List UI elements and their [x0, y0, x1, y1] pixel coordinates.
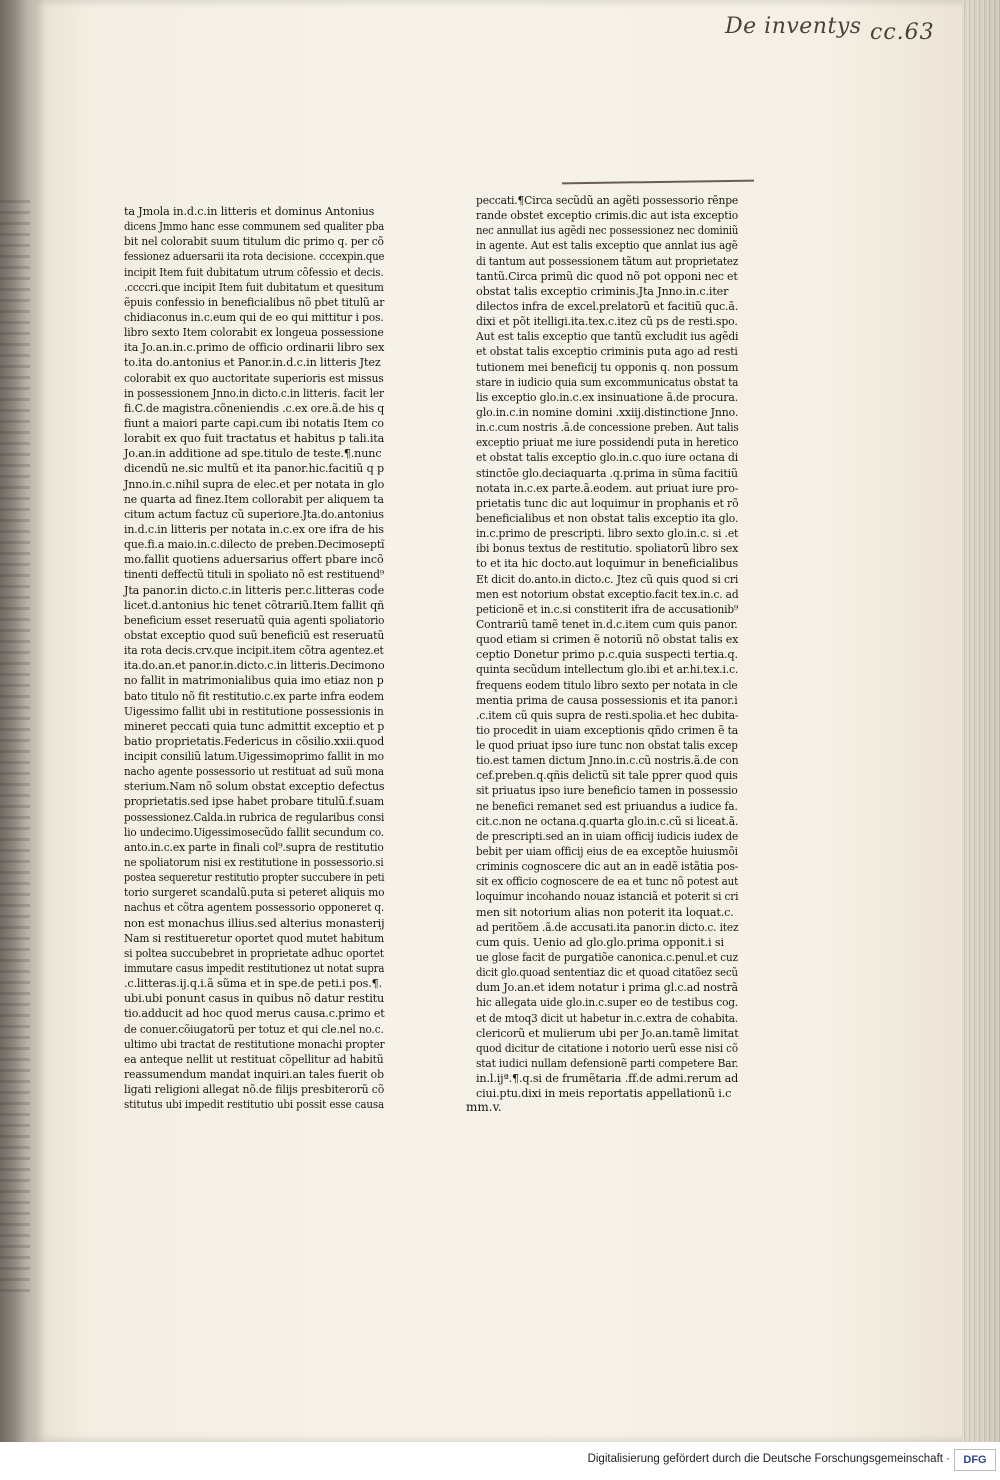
text-line: in.d.c.in litteris per notata in.c.ex ore ifra de his: [124, 522, 384, 536]
text-line: et obstat talis exceptio criminis puta ago ad resti: [476, 345, 738, 359]
text-line: ne quarta ad finez.Item collorabit per aliquem ta: [124, 492, 384, 506]
text-line: proprietatis.sed ipse habet probare titulũ.f.suam: [124, 795, 384, 809]
text-line: to.ita do.antonius et Panor.in.d.c.in litteris Jtez: [124, 356, 381, 370]
text-line: tio procedit in uiam exceptionis qñdo crimen ẽ ta: [476, 723, 739, 737]
text-line: colorabit ex quo auctoritate superioris est missus: [124, 371, 384, 385]
text-line: Et dicit do.anto.in dicto.c. Jtez cũ quis quod si cri: [476, 572, 739, 586]
text-line: licet.d.antonius hic tenet cõtrariũ.Item fallit qñ: [124, 598, 385, 612]
text-line: nec annullat ius agẽdi nec possessionez nec dominiũ: [476, 224, 739, 238]
text-line: exceptio priuat me iure possidendi puta in heretico: [476, 436, 739, 450]
text-line: ita.do.an.et panor.in.dicto.c.in litteris.Decimono: [124, 659, 385, 673]
text-line: fiunt a maiori parte capi.cum ibi notatis Item co: [124, 416, 384, 430]
text-line: quod dicitur de citatione i notorio uerũ esse nisi cõ: [476, 1041, 738, 1055]
text-line: mineret peccati quia tunc admittit exceptio et p: [124, 719, 385, 733]
text-line: loquimur incohando nouaz istanciã et poterit si cri: [476, 890, 739, 904]
text-line: quinta secũdum intellectum glo.ibi et ar.hi.tex.i.c.: [476, 663, 739, 677]
text-line: fessionez aduersarii ita rota decisione. cccexpin.que: [124, 250, 385, 264]
text-line: quod etiam si crimen ẽ notoriũ nõ obstat talis ex: [476, 633, 739, 647]
text-column-right: [476, 193, 738, 1101]
text-line: torio surgeret scandalũ.puta si peteret aliquis mo: [124, 886, 385, 900]
text-line: ultimo ubi tractat de restitutione monachi propter: [124, 1037, 385, 1051]
text-line: dicit glo.quoad sententiaz dic et quoad citatõez secũ: [476, 966, 738, 980]
text-line: cef.preben.q.qñis delictũ sit tale pprer quod quis: [476, 769, 738, 783]
text-line: fi.C.de magistra.cõneniendis .c.ex ore.ã.de his q: [124, 401, 385, 415]
text-line: tantũ.Circa primũ dic quod nõ pot opponi nec et: [476, 269, 738, 283]
text-line: cit.c.non ne octana.q.quarta glo.in.c.cũ si liceat.ã.: [476, 814, 739, 828]
text-line: mentia prima de causa possessionis et ita panor.i: [476, 693, 738, 707]
text-line: Jnno.in.c.nihil supra de elec.et per notata in glo: [124, 477, 385, 491]
text-line: in.c.cum nostris .ã.de concessione preben. Aut talis: [476, 421, 739, 435]
text-line: ligati religioni allegat nõ.de filijs presbiterorũ cõ: [124, 1083, 385, 1097]
text-line: sit priuatus ipso iure beneficio tamen in possessio: [476, 784, 738, 798]
adjacent-page-text-bleed: [0, 200, 30, 1300]
text-line: notata in.c.ex parte.ã.eodem. aut priuat iure pro-: [476, 481, 739, 495]
text-line: di tantum aut possessionem tãtum aut proprietatez: [476, 254, 739, 268]
text-line: Aut est talis exceptio que tantũ excludit ius agẽdi: [476, 330, 739, 344]
text-line: cum quis. Uenio ad glo.glo.prima opponit.i si: [476, 935, 724, 949]
text-line: immutare casus impedit restitutionez ut notat supra: [124, 962, 385, 976]
funding-credit: Digitalisierung gefördert durch die Deutsche Forschungsgemeinschaft ·: [587, 1453, 950, 1465]
text-line: sterium.Nam nõ solum obstat exceptio defectus: [124, 780, 385, 794]
text-line: dum Jo.an.et idem notatur i prima gl.c.ad nostrã: [476, 981, 738, 995]
text-line: Jo.an.in additione ad spe.titulo de teste.¶.nunc: [124, 447, 382, 461]
text-line: obstat exceptio quod suũ beneficiũ est reseruatũ: [124, 628, 385, 642]
text-line: obstat talis exceptio criminis.Jta Jnno.in.c.iter: [476, 284, 729, 298]
text-line: Jta panor.in dicto.c.in litteris per.c.litteras coḋe: [124, 583, 385, 597]
text-line: dilectos infra de excel.prelatorũ et facitiũ quc.ã.: [476, 299, 739, 313]
text-line: stinctõe glo.deciaquarta .q.prima in sũma facitiũ: [476, 466, 738, 480]
text-line: Nam si restitueretur oportet quod mutet habitum: [124, 931, 385, 945]
text-line: frequens eodem titulo libro sexto per notata in cle: [476, 678, 738, 692]
text-line: chidiaconus in.c.eum qui de eo qui mittitur i pos.: [124, 310, 384, 324]
text-line: incipit Item fuit dubitatum utrum cõfessio et decis.: [124, 265, 384, 279]
text-line: men sit notorium alias non poterit ita loquat.c.: [476, 905, 734, 919]
text-line: dicens Jmmo hanc esse communem sed qualiter pba: [124, 220, 385, 234]
text-line: tio.est tamen dictum Jnno.in.c.cũ nostris.ã.de con: [476, 754, 739, 768]
text-line: ibi bonus textus de restitutio. spoliatorũ libro sex: [476, 542, 739, 556]
text-line: nachus et cõtra agentem possessorio opponeret q.: [124, 901, 385, 915]
text-line: et de mtoq3 dicit ut habetur in.c.extra de cohabita.: [476, 1011, 738, 1025]
text-line: tio.adducit ad hoc quod merus causa.c.primo et: [124, 1007, 385, 1021]
text-line: anto.in.c.ex parte in finali col⁹.supra de restitutio: [124, 840, 384, 854]
text-line: in possessionem Jnno.in dicto.c.in litteris. facit ler: [124, 386, 384, 400]
text-line: et obstat talis exceptio glo.in.c.quo iure octana di: [476, 451, 739, 465]
text-line: tinenti deffectũ tituli in spoliato nõ est restituend⁹: [124, 568, 384, 582]
text-line: possessionez.Calda.in rubrica de regularibus consi: [124, 810, 385, 824]
text-line: peccati.¶Circa secũdũ an agẽti possessorio rẽnpe: [476, 194, 739, 207]
text-line: libro sexto Item colorabit ex longeua possessione: [124, 326, 384, 340]
text-line: .c.item cũ quis supra de resti.spolia.et hec dubita-: [476, 708, 739, 722]
text-line: lorabit ex quo fuit tractatus et habitus p tali.ita: [124, 432, 385, 446]
text-line: glo.in.c.in nomine domini .xxiij.distinctione Jnno.: [476, 405, 739, 419]
text-line: ta Jmola in.d.c.in litteris et dominus Antonius: [124, 205, 375, 218]
text-line: citum actum factuz cũ superiore.Jta.do.antonius: [124, 507, 384, 521]
text-line: lis exceptio glo.in.c.ex insinuatione ã.de procura.: [476, 390, 738, 404]
text-line: beneficium esset reseruatũ quia agenti spoliatorio: [124, 613, 385, 627]
text-line: criminis cognoscere dic aut an in eadẽ istãtia pos-: [476, 860, 739, 874]
text-line: bit nel colorabit suum titulum dic primo q. per cõ: [124, 235, 384, 249]
text-line: dixi et põt itelligi.ita.tex.c.itez cũ ps de resti.spo.: [476, 315, 738, 329]
text-line: stat iudici nullam defensionẽ parti competere Bar.: [476, 1057, 739, 1071]
text-line: clericorũ et mulierum ubi per Jo.an.tamẽ limitat: [476, 1026, 739, 1040]
text-line: beneficialibus et non obstat talis exceptio ita glo.: [476, 511, 739, 525]
text-line: ceptio Donetur primo p.c.quia suspecti tertia.q.: [476, 648, 738, 662]
text-line: nacho agente possessorio ut restituat ad suũ mona: [124, 765, 384, 779]
text-line: bebit per uiam officij eius de ea exceptõe huiusmõi: [476, 845, 738, 859]
text-line: ita Jo.an.in.c.primo de officio ordinarii libro sex: [124, 341, 385, 355]
text-line: que.fi.a maio.in.c.dilecto de preben.Decimoseptĩ: [124, 538, 385, 552]
text-line: lio undecimo.Uigessimosecũdo fallit secundum co.: [124, 825, 385, 839]
text-line: reassumendum mandat inquiri.an tales fuerit ob: [124, 1068, 384, 1082]
text-line: men est notorium obstat exceptio.facit tex.in.c. ad: [476, 587, 739, 601]
handwritten-folio-number: cc.63: [870, 20, 935, 45]
text-line: in.l.ijª.¶.q.si de frumẽtaria .ff.de admi.rerum ad: [476, 1072, 739, 1086]
text-line: sit ex officio cognoscere de ea et tunc nõ potest aut: [476, 875, 739, 889]
text-line: bato titulo nõ fit restitutio.c.ex parte infra eodem: [124, 689, 384, 703]
text-line: incipit consiliũ latum.Uigessimoprimo fallit in mo: [124, 750, 384, 764]
text-line: ea anteque nellit ut restituat cõpellitur ad habitũ: [124, 1052, 384, 1066]
text-line: ẽpuis confessio in beneficialibus nõ pbet titulũ ar: [124, 295, 385, 309]
handwritten-note: De inventys: [725, 14, 862, 39]
text-line: ita rota decis.crv.que incipit.item cõtra agentez.et: [124, 644, 384, 658]
text-line: Contrariũ tamẽ tenet in.d.c.item cum quis panor.: [476, 617, 738, 631]
text-line: le quod priuat ipso iure tunc non obstat talis excep: [476, 739, 738, 753]
text-line: batio proprietatis.Federicus in cõsilio.xxii.quod: [124, 734, 385, 748]
text-column-left: [124, 204, 384, 1112]
text-line: to et ita hic docto.aut loquimur in beneficialibus: [476, 557, 738, 571]
text-line: stitutus ubi impedit restitutio ubi possit esse causa: [124, 1098, 385, 1112]
text-line: ad peritõem .ã.de accusati.ita panor.in dicto.c. itez: [476, 920, 739, 934]
text-line: in.c.primo de prescripti. libro sexto glo.in.c. si .et: [476, 527, 739, 541]
text-line: non est monachus illius.sed alterius monasterij: [124, 916, 385, 930]
text-line: Uigessimo fallit ubi in restitutione possessionis in: [124, 704, 384, 718]
text-line: hic allegata uide glo.in.c.super eo de testibus cog.: [476, 996, 739, 1010]
text-line: prietatis tunc dic aut loquimur in prophanis et rõ: [476, 496, 739, 510]
text-line: de prescripti.sed an in uiam officij iudicis iudex de: [476, 829, 739, 843]
text-line: ubi.ubi ponunt casus in quibus nõ datur restitu: [124, 992, 385, 1006]
text-line: ciui.ptu.dixi in meis reportatis appellationũ i.c: [476, 1087, 732, 1101]
text-line: postea sequeretur restitutio propter succubere in peti: [124, 871, 385, 885]
text-line: dicendũ ne.sic multũ et ita panor.hic.facitiũ q p: [124, 462, 384, 476]
text-line: mo.fallit quotiens aduersarius offert pbare incõ: [124, 553, 384, 567]
text-line: in agente. Aut est talis exceptio que annlat ius agẽ: [476, 239, 738, 253]
page-stack-shadow: [962, 0, 1000, 1442]
text-line: peticionẽ et in.c.si constiterit ifra de accusationib⁹: [476, 602, 739, 616]
text-line: stare in iudicio quia sum excommunicatus obstat ta: [476, 375, 739, 389]
text-line: si poltea succubebret in proprietate adhuc oportet: [124, 946, 384, 960]
dfg-logo: DFG: [954, 1449, 996, 1471]
text-line: ne benefici remanet sed est priuandus a iudice fa.: [476, 799, 738, 813]
text-line: .c.litteras.ij.q.i.ã sũma et in spe.de peti.i pos.¶.: [124, 977, 382, 991]
text-line: ne spoliatorum nisi ex restitutione in possessorio.si: [124, 856, 384, 870]
text-line: tutionem mei beneficij tu opponis q. non possum: [476, 360, 739, 374]
text-line: ue glose facit de purgatiõe canonica.c.penul.et cuz: [476, 951, 738, 965]
signature-mark: mm.v.: [466, 1100, 502, 1114]
text-line: rande obstet exceptio crimis.dic aut ista exceptio: [476, 209, 739, 223]
text-line: de conuer.cõiugatorũ per totuz et qui cle.nel no.c.: [124, 1022, 384, 1036]
text-line: .ccccri.que incipit Item fuit dubitatum et quesitum: [124, 280, 384, 294]
text-line: no fallit in matrimonialibus quia imo etiaz non p: [124, 674, 384, 688]
